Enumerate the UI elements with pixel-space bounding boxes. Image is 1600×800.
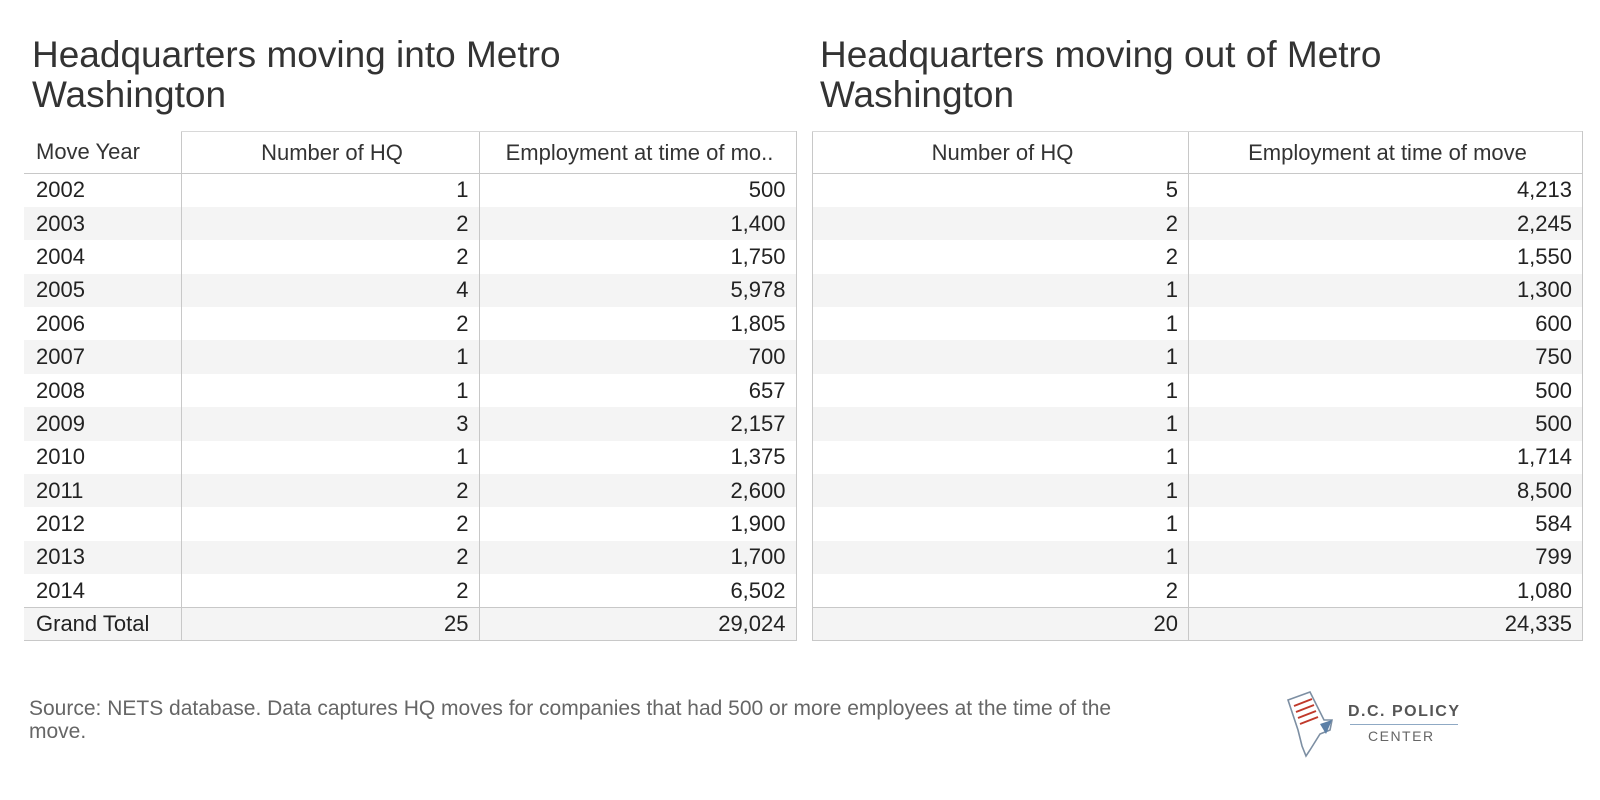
out-cell-employment: 4,213: [1189, 174, 1583, 207]
in-cell-year: 2005: [24, 274, 181, 307]
in-table-row: [24, 407, 796, 440]
in-table-row: [24, 374, 796, 407]
out-cell-employment: 1,550: [1189, 240, 1583, 273]
in-col-header-employment: Employment at time of mo..: [479, 132, 796, 174]
in-cell-year: 2008: [36, 377, 85, 403]
in-cell-year: 2002: [36, 177, 85, 203]
in-table-row: [24, 207, 796, 240]
out-cell-employment: 1,300: [1189, 274, 1583, 307]
in-table-row: [24, 441, 796, 474]
in-cell-count: 3: [181, 407, 479, 440]
in-cell-employment: 1,750: [479, 240, 796, 273]
in-cell-count: 2: [181, 207, 479, 240]
in-cell-count: 1: [181, 441, 479, 474]
out-table-row: [813, 474, 1583, 507]
out-col-header-count: Number of HQ: [813, 132, 1189, 174]
in-cell-employment: 1,375: [479, 441, 796, 474]
out-cell-employment: 1,714: [1189, 441, 1583, 474]
out-table-row: [813, 374, 1583, 407]
in-table-row: [24, 240, 796, 273]
in-cell-count: 1: [181, 374, 479, 407]
in-cell-employment: 1,805: [479, 307, 796, 340]
out-table-row: [813, 274, 1583, 307]
in-table-row: [24, 474, 796, 507]
in-cell-year: 2003: [24, 207, 181, 240]
in-cell-count: 2: [181, 474, 479, 507]
out-cell-count: 1: [813, 374, 1189, 407]
out-cell-count: 1: [813, 407, 1189, 440]
out-table-row: [813, 507, 1583, 540]
in-total-label: Grand Total: [24, 608, 181, 641]
in-cell-year: 2007: [24, 340, 181, 373]
in-cell-year: 2014: [36, 577, 85, 603]
in-table-row: [24, 507, 796, 540]
in-cell-count: 2: [181, 574, 479, 607]
in-cell-employment: 1,700: [479, 541, 796, 574]
in-cell-count: 2: [181, 240, 479, 273]
in-cell-year: 2010: [36, 444, 85, 470]
out-table-row: [813, 207, 1583, 240]
out-table-total-row: [813, 608, 1583, 641]
out-table-row: [813, 307, 1583, 340]
in-cell-count: 2: [181, 307, 479, 340]
in-cell-employment: 657: [479, 374, 796, 407]
out-col-header-employment: Employment at time of move: [1189, 132, 1583, 174]
in-cell-year: 2009: [24, 407, 181, 440]
in-cell-employment: 500: [479, 174, 796, 207]
out-cell-employment: 600: [1189, 307, 1583, 340]
in-table-title: Headquarters moving into Metro Washington: [32, 34, 561, 115]
dc-policy-center-logo: [1280, 690, 1470, 760]
in-total-count: 25: [181, 608, 479, 641]
in-total-employment: 29,024: [479, 608, 796, 641]
in-table-header-row: [24, 132, 796, 174]
in-cell-year: 2004: [36, 243, 85, 269]
out-cell-count: 1: [813, 541, 1189, 574]
source-note: Source: NETS database. Data captures HQ moves for companies that had 500 or more employees at the time of the move.: [29, 697, 1112, 743]
in-table: [24, 131, 797, 641]
in-cell-count: 2: [181, 507, 479, 540]
in-table-row: [24, 274, 796, 307]
out-table-row: [813, 240, 1583, 273]
in-cell-count: 2: [181, 541, 479, 574]
in-col-header-year: Move Year: [24, 132, 181, 174]
in-cell-year: 2013: [24, 541, 181, 574]
out-table-title: Headquarters moving out of Metro Washington: [820, 34, 1382, 115]
in-cell-year: 2012: [36, 511, 85, 537]
out-cell-employment: 500: [1189, 407, 1583, 440]
out-cell-count: 2: [813, 240, 1189, 273]
out-table-row: [813, 441, 1583, 474]
logo-divider: [1350, 724, 1458, 725]
in-table-row: [24, 574, 796, 607]
out-cell-count: 1: [813, 274, 1189, 307]
in-table-row: [24, 340, 796, 373]
out-cell-count: 1: [813, 441, 1189, 474]
in-cell-employment: 700: [479, 340, 796, 373]
in-cell-count: 1: [181, 340, 479, 373]
out-cell-count: 2: [813, 207, 1189, 240]
dc-map-document-icon: [1280, 690, 1344, 758]
in-cell-employment: 1,400: [479, 207, 796, 240]
out-cell-count: 1: [813, 307, 1189, 340]
out-cell-count: 2: [813, 574, 1189, 607]
in-cell-year: 2011: [24, 474, 181, 507]
in-cell-employment: 2,600: [479, 474, 796, 507]
in-cell-employment: 5,978: [479, 274, 796, 307]
out-table-row: [813, 407, 1583, 440]
in-table-row: [24, 174, 796, 207]
out-cell-count: 1: [813, 340, 1189, 373]
out-cell-employment: 2,245: [1189, 207, 1583, 240]
in-cell-employment: 6,502: [479, 574, 796, 607]
in-cell-employment: 2,157: [479, 407, 796, 440]
out-table: [812, 131, 1583, 641]
logo-text-line2: CENTER: [1368, 728, 1435, 744]
out-cell-employment: 500: [1189, 374, 1583, 407]
in-cell-count: 4: [181, 274, 479, 307]
out-table-row: [813, 340, 1583, 373]
in-cell-year: 2006: [36, 310, 85, 336]
out-cell-employment: 750: [1189, 340, 1583, 373]
out-total-count: 20: [813, 608, 1189, 641]
out-cell-employment: 1,080: [1189, 574, 1583, 607]
in-table-row: [24, 307, 796, 340]
out-total-employment: 24,335: [1189, 608, 1583, 641]
out-cell-employment: 584: [1189, 507, 1583, 540]
in-table-total-row: [24, 608, 796, 641]
out-cell-count: 5: [813, 174, 1189, 207]
logo-text-line1: D.C. POLICY: [1348, 703, 1461, 720]
out-table-header-row: [813, 132, 1583, 174]
out-cell-count: 1: [813, 507, 1189, 540]
in-cell-count: 1: [181, 174, 479, 207]
in-col-header-count: Number of HQ: [181, 132, 479, 174]
out-cell-employment: 8,500: [1189, 474, 1583, 507]
out-cell-employment: 799: [1189, 541, 1583, 574]
out-table-row: [813, 574, 1583, 607]
in-table-row: [24, 541, 796, 574]
out-cell-count: 1: [813, 474, 1189, 507]
out-table-row: [813, 541, 1583, 574]
in-cell-employment: 1,900: [479, 507, 796, 540]
out-table-row: [813, 174, 1583, 207]
